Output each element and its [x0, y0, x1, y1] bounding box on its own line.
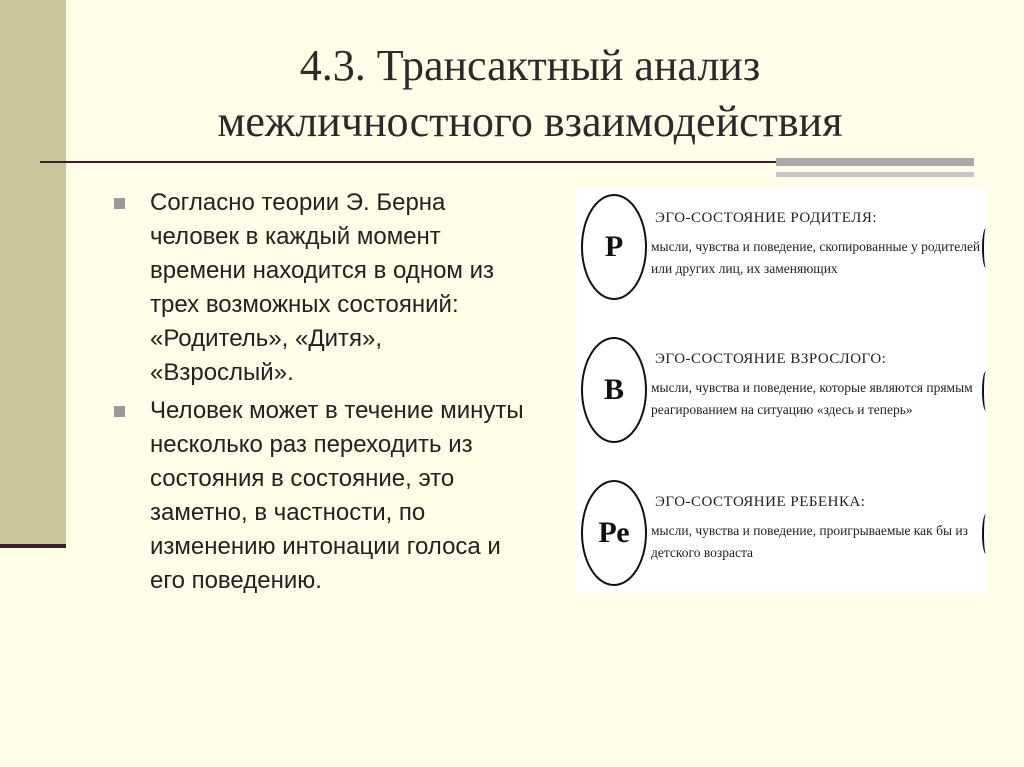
bullet-text: Согласно теории Э. Берна человек в каждый момент времени находится в одном из трех возможных состояний: «Родитель», «Дитя», «Взрослый». [150, 189, 494, 386]
decorative-side-line [0, 544, 66, 548]
title-divider-accent [776, 158, 974, 166]
parent-circle: Р [581, 194, 647, 300]
title-line-1: 4.3. Трансактный анализ [299, 41, 761, 90]
partial-circle-edge [982, 514, 990, 554]
ego-state-adult [575, 331, 988, 451]
parent-title: ЭГО-СОСТОЯНИЕ РОДИТЕЛЯ: [655, 210, 878, 226]
ego-state-parent [575, 188, 988, 308]
adult-circle: В [581, 337, 647, 443]
child-title: ЭГО-СОСТОЯНИЕ РЕБЕНКА: [655, 494, 866, 510]
adult-title: ЭГО-СОСТОЯНИЕ ВЗРОСЛОГО: [655, 351, 887, 367]
bullet-list [110, 186, 530, 602]
ego-states-diagram [575, 188, 988, 593]
adult-description: мысли, чувства и поведение, которые являются прямым реагированием на ситуацию «здесь и теперь» [651, 380, 973, 417]
title-divider-accent-secondary [776, 172, 974, 177]
bullet-item [110, 186, 530, 390]
square-bullet-icon [114, 198, 125, 209]
slide-title [80, 38, 980, 150]
bullet-item [110, 394, 530, 598]
partial-circle-edge [982, 228, 990, 268]
bullet-text: Человек может в течение минуты несколько раз переходить из состояния в состояние, это заметно, в частности, по изменению интонации голоса и его поведению. [150, 397, 524, 594]
child-description: мысли, чувства и поведение, проигрываемые как бы из детского возраста [651, 523, 968, 560]
parent-description: мысли, чувства и поведение, скопированные у родителей или других лиц, их заменяющих [651, 239, 981, 276]
square-bullet-icon [114, 406, 125, 417]
title-line-2: межличностного взаимодействия [217, 97, 843, 146]
partial-circle-edge [982, 371, 990, 411]
ego-state-child [575, 474, 988, 594]
decorative-side-bar [0, 0, 66, 548]
child-circle: Ре [581, 480, 647, 586]
